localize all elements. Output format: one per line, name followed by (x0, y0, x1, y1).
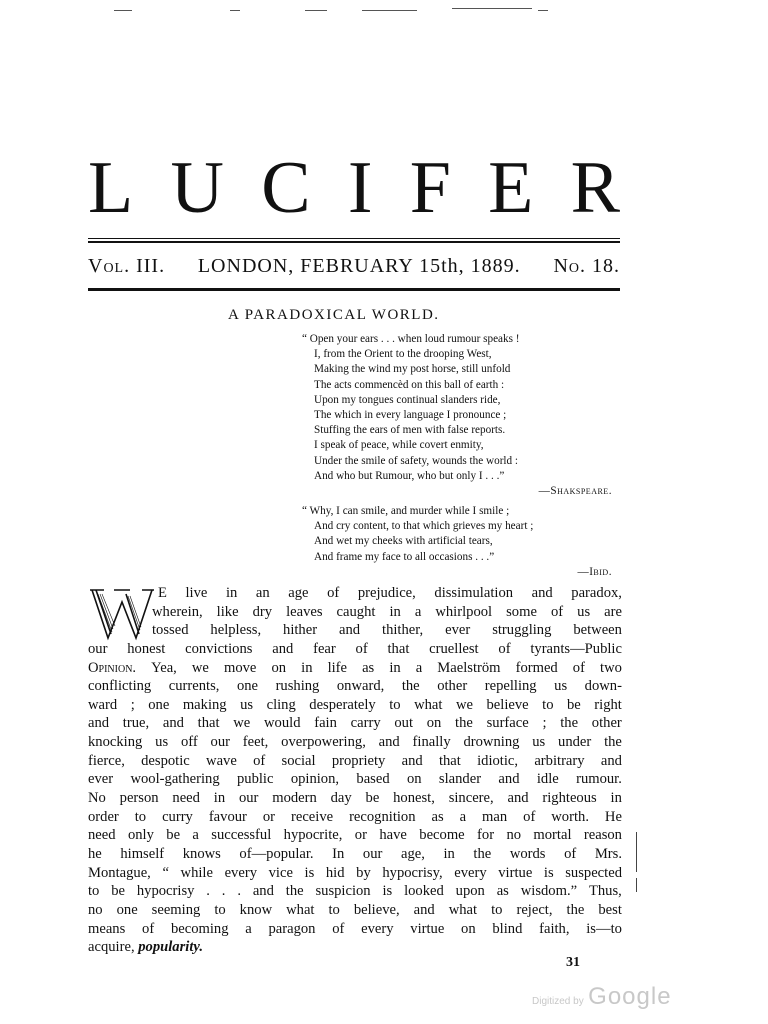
issue-line (88, 254, 620, 278)
place-date: LONDON, FEBRUARY 15th, 1889. (197, 255, 521, 277)
body-line: conflicting currents, one rushing onward, the other repelling us down- (88, 678, 622, 695)
article-title: A PARADOXICAL WORLD. (228, 307, 440, 323)
masthead-letter: U (170, 147, 224, 229)
emphasis-popularity: popularity. (138, 939, 203, 956)
epigraph-ibid (302, 504, 622, 580)
article-body (88, 584, 622, 957)
masthead-letter: R (570, 147, 620, 229)
issue-number: No. 18. (553, 255, 620, 277)
body-line: wherein, like dry leaves caught in a whirlpool some of us are (152, 603, 622, 620)
masthead-rule-bottom (88, 286, 620, 291)
watermark-brand: Google (588, 983, 672, 1010)
body-line: and true, and that we would fain carry out on the surface ; the other (88, 715, 622, 732)
masthead-letter: F (409, 147, 451, 229)
body-line: E live in an age of prejudice, dissimulation and paradox, (158, 585, 622, 601)
body-line: ward ; one making us cling desperately to what we believe to be right (88, 696, 622, 713)
body-line: No person need in our modern day be honest, sincere, and righteous in (88, 790, 622, 807)
epigraph-line: The which in every language I pronounce ; (314, 409, 507, 422)
margin-mark (636, 832, 637, 872)
epigraph-line: And cry content, to that which grieves my heart ; (314, 520, 534, 533)
body-line: knocking us off our feet, overpowering, and finally drowning us under the (88, 734, 622, 751)
masthead-title (88, 148, 620, 228)
epigraph-line: I speak of peace, while covert enmity, (314, 439, 484, 452)
body-line: Montague, “ while every vice is hid by hypocrisy, every virtue is suspected (88, 864, 622, 881)
body-line: fierce, despotic wave of social propriety and that idiotic, arbitrary and (88, 752, 622, 769)
margin-mark (636, 878, 637, 892)
body-line: Opinion. Yea, we move on in life as in a Maelström formed of two (88, 659, 622, 676)
watermark-prefix: Digitized by (532, 996, 584, 1007)
epigraph-attribution: —Shakspeare. (538, 485, 612, 498)
body-line: means of becoming a paragon of every virtue on blind faith, is—to (88, 920, 622, 937)
epigraph-line: Under the smile of safety, wounds the world : (314, 454, 519, 467)
body-line: he himself knows of—popular. In our age, in the words of Mrs. (88, 845, 622, 862)
volume-label: Vol. III. (88, 255, 166, 277)
epigraph-line: And wet my cheeks with artificial tears, (314, 535, 493, 548)
epigraph-line: Making the wind my post horse, still unfold (314, 363, 511, 376)
epigraph-attribution: —Ibid. (577, 565, 612, 578)
body-line: order to curry favour or receive recognition as a man of worth. He (88, 808, 622, 825)
masthead-letter: I (347, 147, 373, 229)
digitized-watermark (532, 983, 672, 1011)
epigraph-line: The acts commencèd on this ball of earth : (314, 378, 505, 391)
body-line: to be hypocrisy . . . and the suspicion is looked upon as wisdom.” Thus, (88, 883, 622, 900)
last-line-start: acquire, (88, 939, 139, 956)
epigraph-line: “ Open your ears . . . when loud rumour speaks ! (302, 333, 520, 345)
body-line: tossed helpless, hither and thither, ever struggling between (152, 622, 622, 639)
body-line: ever wool-gathering public opinion, based on slander and idle rumour. (88, 771, 622, 788)
epigraph-line: And frame my face to all occasions . . .” (314, 550, 495, 563)
body-line-last (88, 938, 622, 957)
epigraph-line: And who but Rumour, who but only I . . .” (314, 469, 505, 482)
body-line: need only be a successful hypocrite, or have become for no mortal reason (88, 827, 622, 844)
epigraph-shakespeare (302, 332, 622, 499)
epigraph-line: “ Why, I can smile, and murder while I smile ; (302, 505, 510, 517)
masthead-letter: L (88, 147, 134, 229)
epigraph-line: I, from the Orient to the drooping West, (314, 348, 492, 361)
masthead-letter: E (488, 147, 534, 229)
body-line: no one seeming to know what to believe, and what to reject, the best (88, 901, 622, 918)
epigraph-line: Stuffing the ears of men with false reports. (314, 424, 506, 437)
masthead-letter: C (261, 147, 311, 229)
epigraph-line: Upon my tongues continual slanders ride, (314, 393, 501, 406)
page-number: 31 (566, 955, 580, 970)
body-line: our honest convictions and fear of that cruellest of tyrants—Public (88, 640, 622, 657)
scan-artifact-marks (100, 10, 560, 18)
masthead-rule-top (88, 238, 620, 243)
